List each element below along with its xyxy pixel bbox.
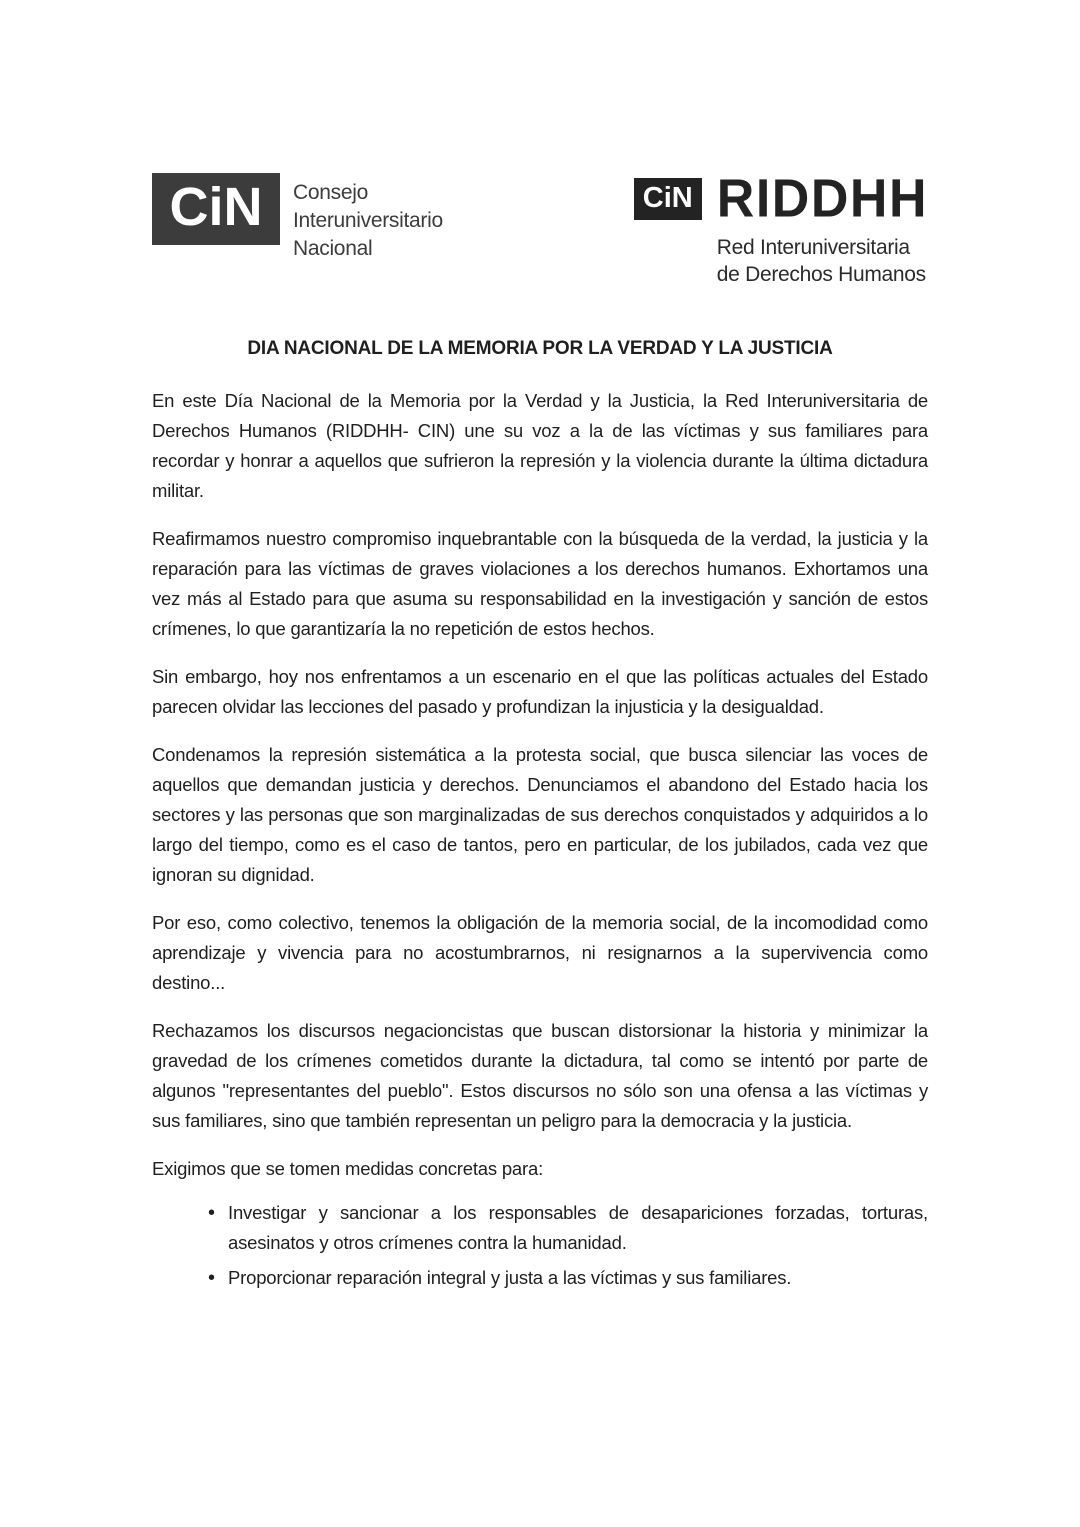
demands-list <box>152 1198 928 1293</box>
riddhh-logo <box>634 168 928 288</box>
cin-logo-line-2: Interuniversitario <box>293 209 443 232</box>
paragraph-reafirmamos: Reafirmamos nuestro compromiso inquebrantable con la búsqueda de la verdad, la justicia y la reparación para las víctimas de graves violaciones a los derechos humanos. Exhortamos una vez más al Estado para que asuma su responsabilidad en la investigación y sanción de estos crímenes, lo que garantizaría la no repetición de estos hechos. <box>152 528 928 639</box>
header-logos <box>152 168 928 286</box>
riddhh-logo-row <box>634 168 928 230</box>
document-title: DIA NACIONAL DE LA MEMORIA POR LA VERDAD Y LA JUSTICIA <box>247 338 833 359</box>
cin-logo-mark: CiN <box>152 173 280 245</box>
cin-logo-line-3: Nacional <box>293 237 373 260</box>
cin-logo <box>152 173 443 263</box>
riddhh-acronym: RIDDHH <box>716 168 928 230</box>
paragraph-sin-embargo: Sin embargo, hoy nos enfrentamos a un escenario en el que las políticas actuales del Estado parecen olvidar las lecciones del pasado y profundizan la injusticia y la desigualdad. <box>152 666 928 717</box>
paragraph-rechazamos: Rechazamos los discursos negacioncistas que buscan distorsionar la historia y minimizar la gravedad de los crímenes cometidos durante la dictadura, tal como se intentó por parte de algunos "representantes del pueblo". Estos discursos no sólo son una ofensa a las víctimas y sus familiares, sino que también representan un peligro para la democracia y la justicia. <box>152 1020 928 1131</box>
demand-item-reparacion: • Proporcionar reparación integral y justa a las víctimas y sus familiares. <box>208 1263 928 1293</box>
demand-item-investigar: • Investigar y sancionar a los responsables de desapariciones forzadas, torturas, asesinatos y otros crímenes contra la humanidad. <box>208 1198 928 1258</box>
riddhh-subtitle-line-2: de Derechos Humanos <box>716 263 926 286</box>
cin-logo-wordmark <box>293 179 443 263</box>
riddhh-subtitle-line-1: Red Interuniversitaria <box>716 236 910 259</box>
paragraph-por-eso: Por eso, como colectivo, tenemos la obligación de la memoria social, de la incomodidad como aprendizaje y vivencia para no acostumbrarnos, ni resignarnos a la supervivencia como destino... <box>152 912 928 993</box>
cin-logo-line-1: Consejo <box>293 181 368 204</box>
paragraph-exigimos: Exigimos que se tomen medidas concretas para: <box>152 1158 544 1179</box>
riddhh-cin-mark: CiN <box>634 178 702 220</box>
document-body <box>152 386 928 1293</box>
paragraph-condenamos: Condenamos la represión sistemática a la protesta social, que busca silenciar las voces de aquellos que demandan justicia y derechos. Denunciamos el abandono del Estado hacia los sectores y las personas que son marginalizadas de sus derechos conquistados y adquiridos a lo largo del tiempo, como es el caso de tantos, pero en particular, de los jubilados, cada vez que ignoran su dignidad. <box>152 744 928 885</box>
riddhh-subtitle <box>717 234 928 288</box>
paragraph-intro: En este Día Nacional de la Memoria por la Verdad y la Justicia, la Red Interuniversitaria de Derechos Humanos (RIDDHH- CIN) une su voz a la de las víctimas y sus familiares para recordar y honrar a aquellos que sufrieron la represión y la violencia durante la última dictadura militar. <box>152 390 928 501</box>
